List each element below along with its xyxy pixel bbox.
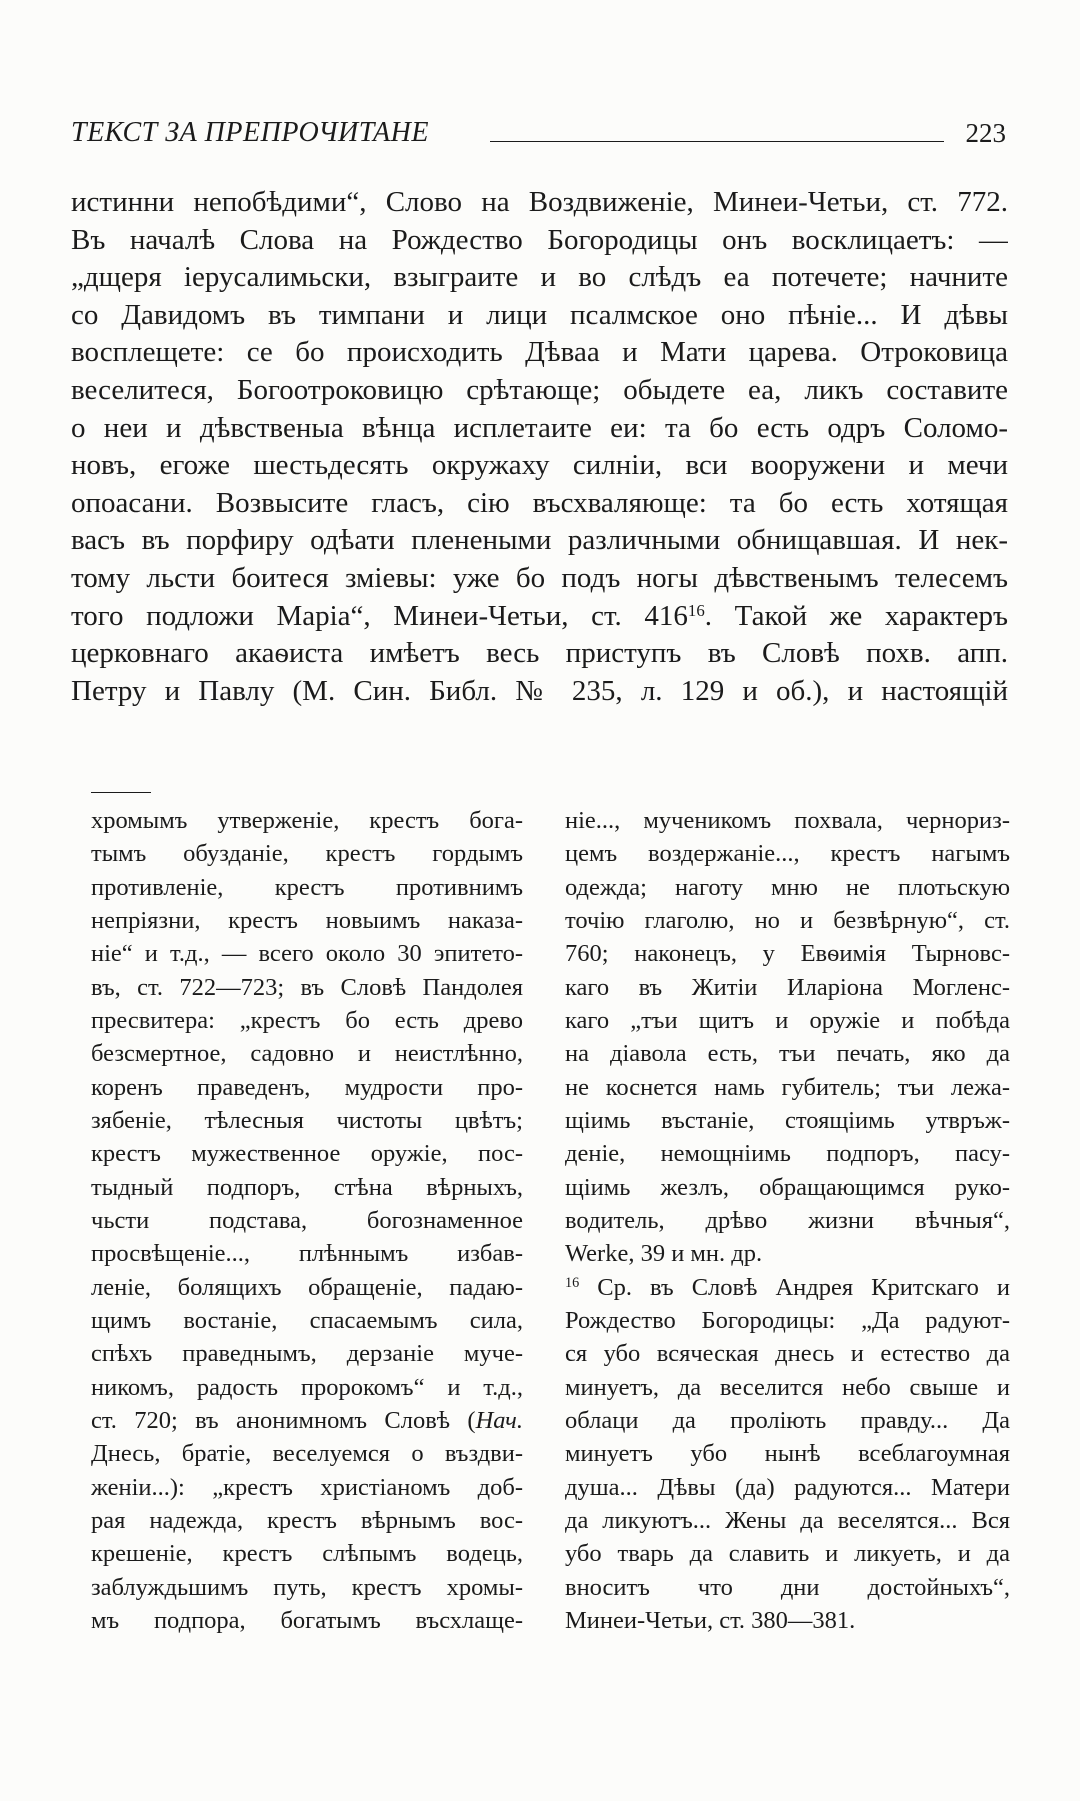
main-text-line: Въ началѣ Слова на Рождество Богородицы онъ восклицаетъ: — [71,223,1008,256]
footnote-line: заблуждьшимъ путь, крестъ хромы- [91,1573,523,1601]
main-text-line: „дщеря іерусалимьски, взыграите и во слѣдъ еа потечете; начните [71,261,1008,294]
footnote-line: коренъ праведенъ, мудрости про- [91,1073,523,1101]
footnote-separator [91,792,151,793]
footnote-line: Минеи-Четьи, ст. 380—381. [565,1606,856,1634]
footnote-line: безсмертное, садовно и неистлѣнно, [91,1040,523,1068]
main-text-line: новъ, егоже шестьдесять окружаху силніи, вси вооружени и мечи [71,449,1008,482]
main-text-line: Петру и Павлу (М. Син. Библ. № 235, л. 129 и об.), и настоящій [71,674,1008,707]
footnote-line: ніе..., мученикомъ похвала, чернориз- [565,807,1010,834]
footnote-line: 760; наконецъ, у Евѳимія Тырновс- [565,940,1010,968]
footnote-line: въ, ст. 722—723; въ Словѣ Пандолея [91,973,523,1001]
footnote-line: да ликуютъ... Жены да веселятся... Вся [565,1506,1010,1534]
footnote-line: спѣхъ праведнымъ, дерзаніе муче- [91,1340,523,1368]
footnote-line: облаци да проліють правду... Да [565,1406,1010,1434]
footnote-line: цемъ воздержаніе..., крестъ нагымъ [565,840,1010,868]
main-text-segment: . Такой же характеръ [704,599,1008,632]
footnote-line: крешеніе, крестъ слѣпымъ водець, [91,1540,523,1568]
footnote-line: Днесь, братіе, веселуемся о въздви- [91,1440,523,1468]
footnote-line: вноситъ что дни достойныхъ“, [565,1573,1010,1601]
footnote-line: точію глаголю, но и безвѣрную“, ст. [565,906,1010,934]
footnote-reference: 16 [687,600,705,620]
main-text-line: опоасани. Возвысите гласъ, сію въсхваляюще: та бо есть хотящая [71,486,1008,519]
footnote-line: Werke, 39 и мн. др. [565,1240,763,1268]
footnote-line: рая надежда, крестъ вѣрнымъ вос- [91,1506,523,1534]
footnote-line [91,1404,523,1437]
main-text-line: тому льсти боитеся зміевы: уже бо подъ ногы дѣвственымъ телесемъ [71,561,1008,594]
footnote-line: щіимь жезлъ, обращающимся руко- [565,1173,1010,1201]
footnote-line: на діавола есть, тъи печать, яко да [565,1040,1010,1068]
footnote-line: хромымъ утверженіе, крестъ бога- [91,807,523,834]
footnote-line: чьсти подстава, богознаменное [91,1206,523,1234]
footnote-line: тыдный подпоръ, стѣна вѣрныхъ, [91,1173,523,1201]
footnote-line: ніе“ и т.д., — всего около 30 эпитето- [91,940,523,968]
footnote-line: просвѣщеніе..., плѣннымъ избав- [91,1240,523,1268]
footnote-line: Рождество Богородицы: „Да радуют- [565,1306,1010,1334]
footnote-line: никомъ, радость пророкомъ“ и т.д., [91,1373,523,1401]
footnote-line: водитель, дрѣво жизни вѣчныя“, [565,1206,1010,1234]
footnote-line: непріязни, крестъ новыимъ наказа- [91,906,523,934]
footnote-line: женіи...): „крестъ христіаномъ доб- [91,1473,523,1501]
footnote-line: леніе, болящихъ обращеніе, падаю- [91,1273,523,1301]
main-text-line: веселитеся, Богоотроковицю срѣтающе; обыдете еа, ликъ составите [71,373,1008,406]
footnote-line: не коснется намь губитель; тъи лежа- [565,1073,1010,1101]
running-head: ТЕКСТ ЗА ПРЕПРОЧИТАНЕ [71,117,429,148]
main-text-line: васъ въ порфиру одѣати пленеными различными обнищавшая. И нек- [71,524,1008,557]
footnote-line: крестъ мужественное оружіе, пос- [91,1140,523,1168]
footnote-line: душа... Дѣвы (да) радуются... Матери [565,1473,1010,1501]
main-text-line: церковнаго акаѳиста имѣетъ весь приступъ въ Словѣ похв. апп. [71,637,1008,670]
main-text-line [71,598,1008,636]
main-text-line: со Давидомъ въ тимпани и лици псалмское оно пѣніе... И дѣвы [71,298,1008,331]
footnote-line: щіимь въстаніе, стоящіимь утвръж- [565,1106,1010,1134]
header-rule [490,141,944,142]
footnote-line: минуетъ, да веселится небо свыше и [565,1373,1010,1401]
footnote-line: убо тварь да славить и ликуеть, и да [565,1540,1010,1568]
footnote-16-start [565,1271,1010,1304]
main-text-line: восплещете: се бо происходить Дѣваа и Мати царева. Отроковица [71,336,1008,369]
footnote-number: 16 [565,1274,580,1291]
footnote-column-right [565,804,1010,1637]
footnote-line: ся убо всяческая днесь и естество да [565,1340,1010,1368]
footnote-line: пресвитера: „крестъ бо есть древо [91,1006,523,1034]
footnote-line: щимъ востаніе, спасаемымъ сила, [91,1306,523,1334]
footnote-line: каго въ Житіи Иларіона Могленс- [565,973,1010,1001]
page-number: 223 [965,118,1006,148]
main-text-segment: того подложи Маріа“, Минеи-Четьи, ст. 416 [71,599,688,632]
footnote-line: одежда; наготу мню не плотьскую [565,873,1010,901]
footnote-line: противленіе, крестъ противнимъ [91,873,523,901]
italic-incipit: Нач. [475,1406,523,1434]
main-text [71,184,1008,710]
footnote-column-left [91,804,523,1637]
main-text-line: о неи и дѣвственыа вѣнца исплетаите еи: та бо есть одръ Соломо- [71,411,1008,444]
footnote-line: минуетъ убо нынѣ всеблагоумная [565,1440,1010,1468]
footnote-line: зябеніе, тѣлесныя чистоты цвѣтъ; [91,1106,523,1134]
footnote-segment: Ср. въ Словѣ Андрея Критскаго и [579,1273,1010,1301]
footnote-line: мъ подпора, богатымъ въсхлаще- [91,1606,523,1634]
footnote-line: тымъ обузданіе, крестъ гордымъ [91,840,523,868]
footnote-line: каго „тъи щитъ и оружіе и побѣда [565,1006,1010,1034]
footnote-segment: ст. 720; въ анонимномъ Словѣ ( [91,1406,476,1434]
footnote-line: деніе, немощніимь подпоръ, пасу- [565,1140,1010,1168]
main-text-line: истинни непобѣдими“, Слово на Воздвиженіе, Минеи-Четьи, ст. 772. [71,186,1008,218]
